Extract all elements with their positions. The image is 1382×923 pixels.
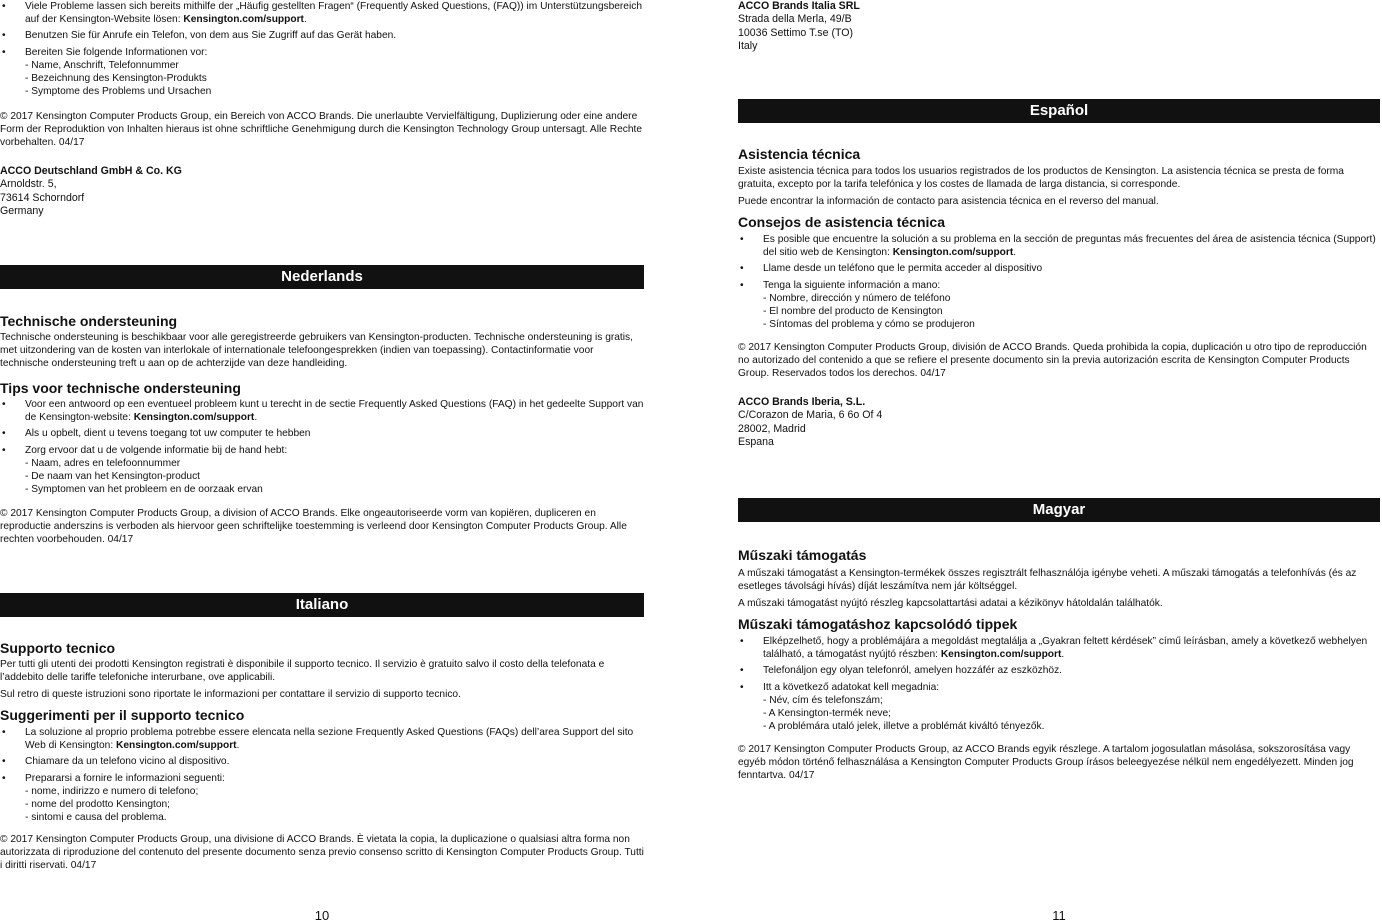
italian-address: [738, 0, 1380, 54]
address-company: ACCO Deutschland GmbH & Co. KG: [0, 165, 182, 177]
section-body: Sul retro di queste istruzioni sono riportate le informazioni per contattare il servizio di supporto tecnico.: [0, 689, 461, 700]
support-link[interactable]: Kensington.com/support: [940, 649, 1062, 661]
german-copyright: © 2017 Kensington Computer Products Group, ein Bereich von ACCO Brands. Die unerlaubte Vervielfältigung, Duplizierung oder eine andere Form der Reproduktion von Inhalten hieraus ist ohne schriftliche Genehmigung durch die Kensington Technology Group untersagt. Alle Rechte vorbehalten. 04/17: [0, 111, 643, 149]
list-item-text: Benutzen Sie für Anrufe ein Telefon, von dem aus Sie Zugriff auf das Gerät haben.: [25, 30, 397, 42]
sub-list-item: - Síntomas del problema y cómo se produjeron: [763, 319, 975, 331]
italian-copyright: © 2017 Kensington Computer Products Group, una divisione di ACCO Brands. È vietata la copia, la duplicazione o qualsiasi altra forma non autorizzata di riproduzione del contenuto del presente documento senza previo consenso scritto di Kensington Computer Products Group. Tutti i diritti riservati. 04/17: [0, 834, 644, 872]
sub-list-item: - nome, indirizzo e numero di telefono;: [25, 785, 199, 797]
spanish-tips-list: [738, 233, 1380, 334]
list-item-text: Llame desde un teléfono que le permita acceder al dispositivo: [763, 263, 1043, 275]
dutch-tips-list: [0, 398, 644, 499]
page-number: 11: [1052, 908, 1066, 923]
list-item: • Elképzelhető, hogy a problémájára a megoldást megtalálja a „Gyakran feltett kérdések” című leírásban, amely a következő webhelyen található, a támogatást nyújtó részben: Kensington.com/support.: [738, 635, 1380, 661]
section-heading: Technische ondersteuning: [0, 313, 178, 329]
dutch-copyright: © 2017 Kensington Computer Products Group, a division of ACCO Brands. Elke ongeautoriseerde vorm van kopiëren, dupliceren en reproductie anderszins is verboden als hiervoor geen schriftelijke toestemming is verleend door Kensington Computer Products Group. Alle rechten voorbehouden. 04/17: [0, 508, 627, 546]
section-heading: Supporto tecnico: [0, 640, 116, 656]
section-body: Puede encontrar la información de contacto para asistencia técnica en el reverso del manual.: [738, 196, 1159, 207]
section-heading: Műszaki támogatáshoz kapcsolódó tippek: [738, 616, 1018, 632]
language-bar-dutch: Nederlands: [0, 265, 644, 289]
sub-list-item: - nome del prodotto Kensington;: [25, 799, 170, 811]
list-item: [0, 772, 644, 825]
german-address: [0, 165, 644, 219]
hungarian-copyright: © 2017 Kensington Computer Products Group, az ACCO Brands egyik részlege. A tartalom jogosulatlan másolása, sokszorosítása vagy egyéb módon történő felhasználása a Kensington Computer Products Group írásos beleegyezése nélkül nem engedélyezett. Minden jog fenntartva. 04/17: [738, 744, 1354, 782]
support-link[interactable]: Kensington.com/support: [116, 740, 237, 752]
list-item: [738, 262, 1380, 275]
list-item-text: Es posible que encuentre la solución a su problema en la sección de preguntas más frecuentes del área de asistencia técnica (Support) del sitio web de Kensington:: [763, 234, 1376, 259]
sub-list-item: - sintomi e causa del problema.: [25, 812, 167, 824]
address-line: Espana: [738, 436, 774, 449]
sub-list-item: - Nombre, dirección y número de teléfono: [763, 292, 951, 304]
language-bar-italian: Italiano: [0, 593, 644, 617]
sub-list-item: - Naam, adres en telefoonnummer: [25, 457, 181, 469]
list-item: [0, 427, 644, 440]
sub-list-item: - Symptomen van het probleem en de oorzaak ervan: [25, 484, 263, 496]
sub-list-item: - El nombre del producto de Kensington: [763, 306, 943, 318]
page-number: 10: [314, 908, 330, 923]
section-heading: Tips voor technische ondersteuning: [0, 380, 241, 396]
address-line: Italy: [738, 40, 758, 53]
address-company: ACCO Brands Iberia, S.L.: [738, 396, 866, 408]
sub-list-item: - Bezeichnung des Kensington-Produkts: [25, 73, 207, 85]
address-line: Germany: [0, 205, 44, 218]
list-item-text: Chiamare da un telefono vicino al dispositivo.: [25, 756, 230, 768]
list-item-text: Voor een antwoord op een eventueel probleem kunt u terecht in de sectie Frequently Asked Questions (FAQ) in het gedeelte Support van de Kensington-website:: [25, 399, 644, 424]
sub-list-item: - Name, Anschrift, Telefonnummer: [25, 59, 179, 71]
list-item: • Voor een antwoord op een eventueel probleem kunt u terecht in de sectie Frequently Asked Questions (FAQ) in het gedeelte Support van de Kensington-website: Kensington.com/support.: [0, 398, 644, 424]
section-body: A műszaki támogatást nyújtó részleg kapcsolattartási adatai a kézikönyv hátoldalán találhatók.: [738, 598, 1163, 609]
list-item-text: La soluzione al proprio problema potrebbe essere elencata nella sezione Frequently Asked Questions (FAQs) dell’area Support del sito Web di Kensington:: [25, 727, 634, 752]
list-item: [0, 29, 644, 42]
section-heading: Műszaki támogatás: [738, 547, 867, 563]
italian-tips-list: [0, 726, 644, 827]
list-item-text: Prepararsi a fornire le informazioni seguenti:: [25, 772, 225, 784]
section-body: Existe asistencia técnica para todos los usuarios registrados de los productos de Kensington. La asistencia técnica se presta de forma gratuita, excepto por la tarifa telefónica y los costes de llamada de larga distancia, si corresponde.: [738, 166, 1344, 191]
address-line: C/Corazon de Maria, 6 6o Of 4: [738, 409, 883, 422]
sub-list-item: - Symptome des Problems und Ursachen: [25, 86, 212, 98]
list-item-text: Als u opbelt, dient u tevens toegang tot uw computer te hebben: [25, 428, 311, 440]
list-item: [0, 46, 644, 99]
list-item-text: Zorg ervoor dat u de volgende informatie bij de hand hebt:: [25, 444, 288, 456]
list-item-text: Itt a következő adatokat kell megadnia:: [763, 681, 940, 693]
support-link[interactable]: Kensington.com/support: [183, 14, 304, 26]
support-link[interactable]: Kensington.com/support: [133, 412, 255, 424]
spanish-copyright: © 2017 Kensington Computer Products Group, división de ACCO Brands. Queda prohibida la copia, duplicación u otro tipo de reproducción no autorizado del contenido a que se refiere el presente documento sin la previa autorización escrita de Kensington Computer Products Group. Reservados todos los derechos. 04/17: [738, 342, 1367, 380]
section-heading: Suggerimenti per il supporto tecnico: [0, 707, 245, 723]
list-item: • La soluzione al proprio problema potrebbe essere elencata nella sezione Frequently Asked Questions (FAQs) dell’area Support del sito Web di Kensington: Kensington.com/support.: [0, 726, 644, 752]
address-line: 28002, Madrid: [738, 422, 806, 435]
section-heading: Asistencia técnica: [738, 146, 861, 162]
list-item-text: Telefonáljon egy olyan telefonról, amelyen hozzáfér az eszközhöz.: [763, 665, 1063, 677]
list-item: [738, 279, 1380, 332]
list-item: • Viele Probleme lassen sich bereits mithilfe der „Häufig gestellten Fragen“ (Frequently Asked Questions, (FAQ)) im Unterstützungsbereich auf der Kensington-Website lösen: Kensington.com/support.: [0, 0, 644, 26]
sub-list-item: - De naam van het Kensington-product: [25, 471, 200, 483]
spanish-address: [738, 396, 1380, 450]
list-item-text: Elképzelhető, hogy a problémájára a megoldást megtalálja a „Gyakran feltett kérdések” című leírásban, amely a következő webhelyen található, a támogatást nyújtó részben:: [763, 636, 1368, 661]
address-company: ACCO Brands Italia SRL: [738, 0, 860, 12]
list-item: • Es posible que encuentre la solución a su problema en la sección de preguntas más frecuentes del área de asistencia técnica (Support) del sitio web de Kensington: Kensington.com/support.: [738, 233, 1380, 259]
language-bar-spanish: Español: [738, 99, 1380, 123]
address-line: Arnoldstr. 5,: [0, 178, 57, 191]
list-item: [738, 664, 1380, 677]
list-item: [0, 444, 644, 497]
sub-list-item: - A Kensington-termék neve;: [763, 708, 891, 720]
sub-list-item: - Név, cím és telefonszám;: [763, 694, 883, 706]
list-item-text: Tenga la siguiente información a mano:: [763, 279, 941, 291]
language-bar-hungarian: Magyar: [738, 498, 1380, 522]
list-item-text: Bereiten Sie folgende Informationen vor:: [25, 46, 208, 58]
list-item: [0, 755, 644, 768]
address-line: 10036 Settimo T.se (TO): [738, 26, 854, 39]
list-item-text: Viele Probleme lassen sich bereits mithilfe der „Häufig gestellten Fragen“ (Frequently Asked Questions, (FAQ)) im Unterstützungsbereich auf der Kensington-Website lösen:: [25, 1, 642, 26]
list-item: [738, 681, 1380, 734]
address-line: Strada della Merla, 49/B: [738, 13, 852, 26]
section-body: A műszaki támogatást a Kensington-termékek összes regisztrált felhasználója igénybe veheti. A műszaki támogatás a telefonhívás (és az esetleges távolsági hívás) díját leszámítva nem jár költséggel.: [738, 568, 1357, 593]
section-body: Technische ondersteuning is beschikbaar voor alle geregistreerde gebruikers van Kensington-producten. Technische ondersteuning is gratis, met uitzondering van de kosten van interlokale of internationale telefoongesprekken (indien van toepassing). Contactinformatie voor technische ondersteuning treft u aan op de achterzijde van deze handleiding.: [0, 332, 633, 370]
german-tips-list: [0, 0, 644, 101]
support-link[interactable]: Kensington.com/support: [892, 247, 1014, 259]
section-body: Per tutti gli utenti dei prodotti Kensington registrati è disponibile il supporto tecnico. Il servizio è gratuito salvo il costo della telefonata e l’addebito delle tariffe telefoniche interurbane, ove applicabili.: [0, 659, 605, 684]
section-heading: Consejos de asistencia técnica: [738, 214, 945, 230]
address-line: 73614 Schorndorf: [0, 191, 85, 204]
hungarian-tips-list: [738, 635, 1380, 736]
sub-list-item: - A problémára utaló jelek, illetve a problémát kiváltó tényezők.: [763, 721, 1045, 733]
